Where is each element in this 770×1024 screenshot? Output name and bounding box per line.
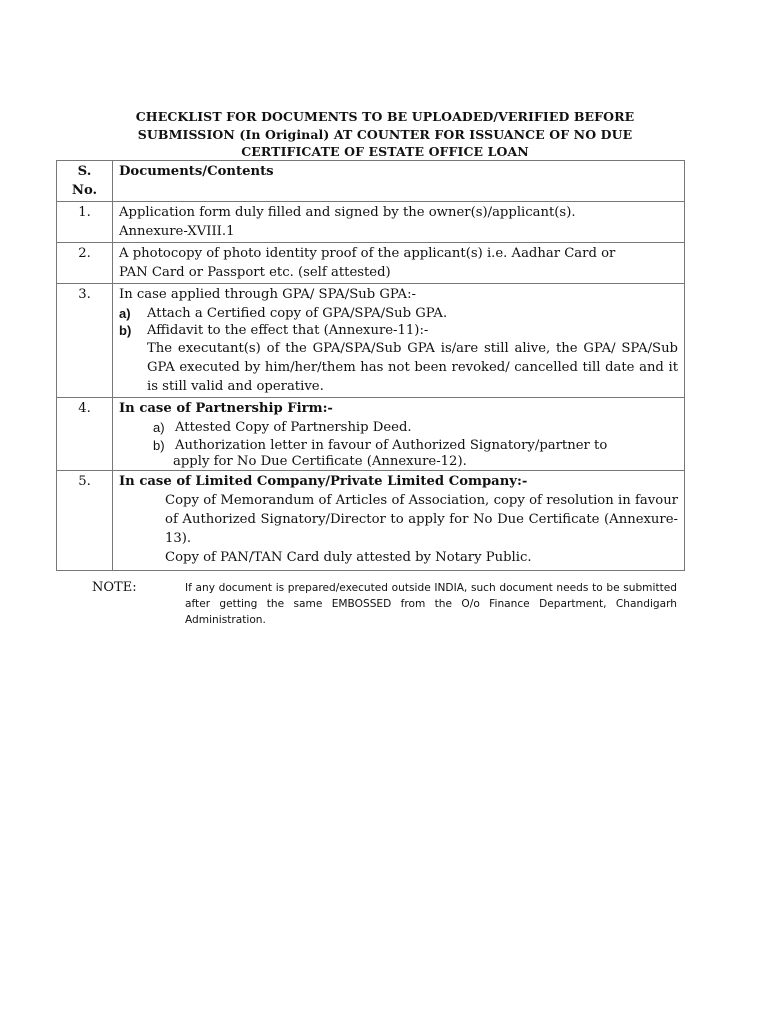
list-item [119, 418, 678, 437]
row-content [113, 471, 685, 571]
header-sno: S. No. [57, 161, 113, 202]
list-item [119, 304, 678, 323]
document-title [80, 108, 690, 161]
title-line-3: CERTIFICATE OF ESTATE OFFICE LOAN [241, 144, 529, 159]
list-text: Attested Copy of Partnership Deed. [175, 420, 412, 435]
row-sno: 2. [57, 243, 113, 284]
row-content [113, 243, 685, 284]
list-marker: b) [153, 438, 165, 453]
row-paragraph: Copy of PAN/TAN Card duly attested by Notary Public. [165, 550, 532, 565]
note-text: If any document is prepared/executed outside INDIA, such document needs to be submitted after getting the same EMBOSSED from the O/o Finance Department, Chandigarh Administration. [185, 582, 677, 626]
note-label: NOTE: [92, 580, 137, 595]
row-heading: In case of Limited Company/Private Limited Company:- [119, 474, 528, 489]
list-item [119, 323, 678, 339]
row-line: PAN Card or Passport etc. (self attested) [119, 265, 391, 280]
title-line-2: SUBMISSION (In Original) AT COUNTER FOR ISSUANCE OF NO DUE [137, 126, 633, 142]
list-text: Affidavit to the effect that (Annexure-11):- [147, 323, 429, 338]
list-marker: a) [119, 306, 131, 321]
row-intro: In case applied through GPA/ SPA/Sub GPA:- [119, 287, 416, 302]
row-sno: 4. [57, 398, 113, 471]
row-line: A photocopy of photo identity proof of the applicant(s) i.e. Aadhar Card or [119, 246, 616, 261]
table-row [57, 471, 685, 571]
list-marker: b) [119, 323, 132, 338]
row-heading: In case of Partnership Firm:- [119, 401, 333, 416]
row-content [113, 202, 685, 243]
list-marker: a) [153, 420, 165, 435]
table-header-row [57, 161, 685, 202]
row-content [113, 398, 685, 471]
header-documents: Documents/Contents [113, 161, 685, 202]
row-line: Annexure-XVIII.1 [119, 224, 235, 239]
table-row [57, 243, 685, 284]
row-paragraph: Copy of Memorandum of Articles of Association, copy of resolution in favour of Authorized Signatory/Director to apply for No Due Certificate (Annexure-13). [165, 493, 678, 546]
list-text: Attach a Certified copy of GPA/SPA/Sub GPA. [147, 306, 448, 321]
row-continuation: The executant(s) of the GPA/SPA/Sub GPA is/are still alive, the GPA/ SPA/Sub GPA executed by him/her/them has not been revoked/ cancelled till date and it is still valid and operative. [147, 341, 678, 394]
list-item [119, 437, 678, 454]
table-row [57, 284, 685, 398]
table-row [57, 202, 685, 243]
table-row [57, 398, 685, 471]
row-sno: 3. [57, 284, 113, 398]
title-line-1: CHECKLIST FOR DOCUMENTS TO BE UPLOADED/VERIFIED BEFORE [135, 109, 635, 124]
row-continuation: apply for No Due Certificate (Annexure-12). [173, 454, 467, 469]
checklist-table [56, 160, 685, 571]
row-content [113, 284, 685, 398]
row-sno: 1. [57, 202, 113, 243]
row-line: Application form duly filled and signed by the owner(s)/applicant(s). [119, 205, 576, 220]
row-sno: 5. [57, 471, 113, 571]
list-text: Authorization letter in favour of Authorized Signatory/partner to [175, 438, 608, 453]
